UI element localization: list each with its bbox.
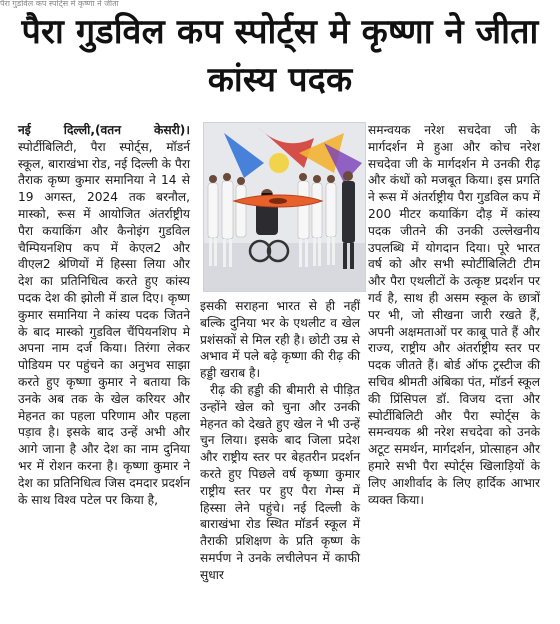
article-column-left (18, 122, 190, 508)
article-text-middle-1: इसकी सराहना भारत से ही नहीं बल्कि दुनिया भर के एथलीट व खेल प्रशंसकों से मिल रही है। छोटी उम्र से अभाव में पले बढ़े कृष्णा की रीढ़ की हड्डी खराब है। (200, 299, 360, 381)
dateline: नई दिल्ली,(वतन केसरी)। (18, 123, 190, 137)
news-photo (203, 122, 366, 292)
article-column-middle (200, 298, 360, 584)
cropped-previous-line: पैरा गुडविल कप स्पोर्ट्स मे कृष्णा ने जीता (0, 0, 119, 8)
headline (0, 8, 560, 104)
article-text-middle-2: रीढ़ की हड्डी की बीमारी से पीड़ित उन्होंने खेल को चुना और उनकी मेहनत को देखते हुए खेल ने भी उन्हें चुन लिया। इसके बाद जिला प्रदेश और राष्ट्रीय स्तर पर बेहतरीन प्रदर्शन करते हुए पिछले वर्ष कृष्णा कुमार राष्ट्रीय स्तर पर हुए पैरा गेम्स में हिस्सा लेने पहुंचे। नई दिल्ली के बाराखंभा रोड स्थित मॉडर्न स्कूल में तैराकी प्रशिक्षण के प्रति कृष्ण के समर्पण ने उनके लचीलेपन में काफी सुधार (200, 382, 360, 582)
headline-line-2: कांस्य पदक (207, 60, 353, 100)
article-text-left: स्पोर्टीबिलिटी, पैरा स्पोर्ट्स, मॉडर्न स्कूल, बाराखंभा रोड, नई दिल्ली के पैरा तैराक कृष्ण कुमार समानिया ने 14 से 19 अगस्त, 2024 तक बरनौल, मास्को, रूस में आयोजित अंतर्राष्ट्रीय पैरा कयाकिंग और कैनोइंग गुडविल चैम्पियनशिप कप में केएल2 और वीएल2 श्रेणियों में हिस्सा लिया और देश का प्रतिनिधित्व करते हुए कांस्य पदक देश की झोली में डाल दिए। कृष्ण कुमार समानिया ने कांस्य पदक जितने के बाद मास्को गुडविल चैंपियनशिप मे अपना नाम दर्ज किया। तिरंगा लेकर पोडियम पर पहुंचने का अनुभव साझा करते हुए कृष्णा कुमार ने बताया कि उनके अब तक के खेल करियर और मेहनत का पहला परिणाम और पहला पड़ाव है। इसके बाद उन्हें अभी और आगे जाना है और देश का नाम दुनिया भर में रोशन करना है। कृष्णा कुमार ने देश का प्रतिनिधित्व जिस दमदार प्रदर्शन के साथ विश्व पटेल पर किया है, (18, 139, 190, 507)
headline-line-1: पैरा गुडविल कप स्पोर्ट्स मे कृष्णा ने जीता (21, 12, 539, 52)
article-column-right (368, 122, 540, 508)
article-text-right: समन्वयक नरेश सचदेवा जी के मार्गदर्शन मे हुआ और कोच नरेश सचदेवा जी के मार्गदर्शन मे उनकी रीढ़ और कंधों को मजबूत किया। इस प्रगति ने रूस में अंतर्राष्ट्रीय पैरा गुडविल कप में 200 मीटर कयाकिंग दौड़ में कांस्य पदक जीतने की उनकी उल्लेखनीय उपलब्धि में योगदान दिया। पूरे भारत वर्ष को और सभी स्पोर्टीबिलिटी टीम और पैरा एथलीटों के उत्कृष्ट प्रदर्शन पर गर्व है, साथ ही असम स्कूल के छात्रों पर भी, जो सीखना जारी रखते हैं, अपनी अक्षमताओं पर काबू पाते हैं और राज्य, राष्ट्रीय और अंतर्राष्ट्रीय स्तर पर पदक जीतते हैं। बोर्ड ऑफ ट्रस्टीज की सचिव श्रीमती अंबिका पंत, मॉडर्न स्कूल की प्रिंसिपल डॉ. विजय दत्ता और स्पोर्टीबिलिटी और पैरा स्पोर्ट्स के समन्वयक श्री नरेश सचदेवा को उनके अटूट समर्थन, मार्गदर्शन, प्रोत्साहन और हमारे सभी पैरा स्पोर्ट्स खिलाड़ियों के लिए आशीर्वाद के लिए हार्दिक आभार व्यक्त किया। (368, 123, 540, 507)
